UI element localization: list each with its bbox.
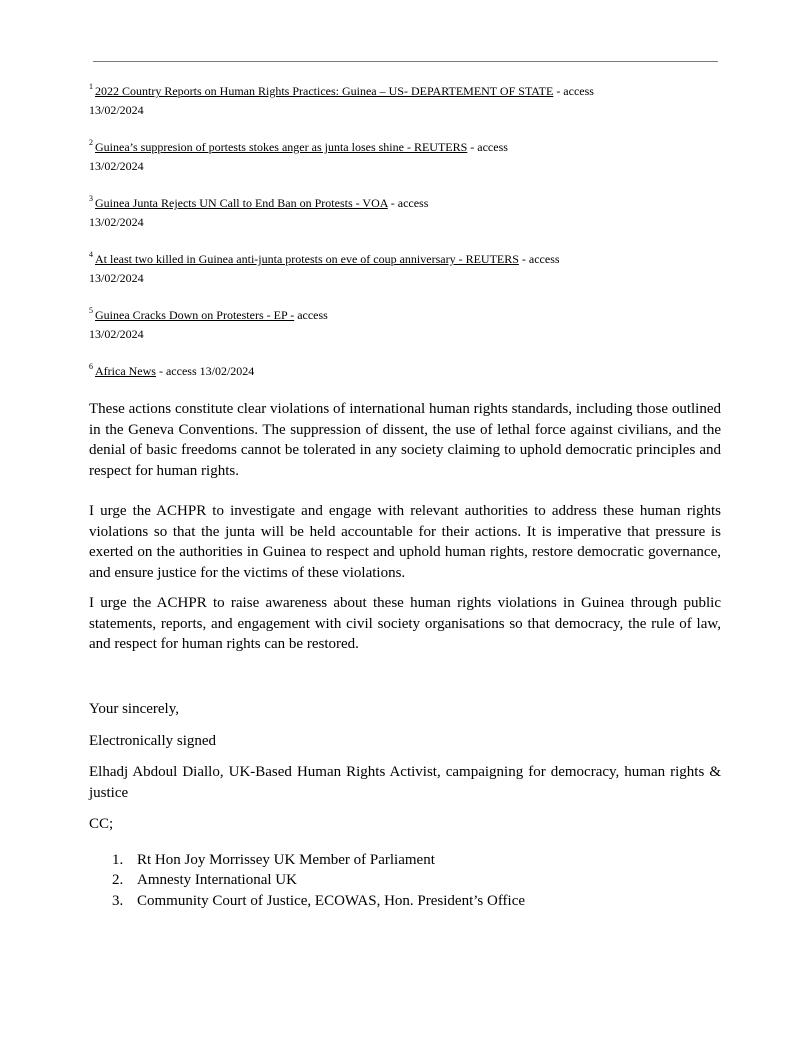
footnote-4 [89,250,729,288]
footnote-number: 1 [89,82,93,91]
footnote-link[interactable]: At least two killed in Guinea anti-junta protests on eve of coup anniversary - REUTERS [95,252,519,266]
footnote-date: 13/02/2024 [89,327,144,341]
body-paragraph-1: These actions constitute clear violations of international human rights standards, including those outlined in the Geneva Conventions. The suppression of dissent, the use of lethal force against civilians, and the denial of basic freedoms cannot be tolerated in any society claiming to uphold democratic principles and respect for human rights. [89,401,721,479]
list-number: 1. [112,851,124,868]
footnotes-section [89,82,729,381]
cc-label: CC; [89,816,114,832]
footnote-3 [89,194,729,232]
footnote-suffix: - access [387,196,429,210]
footnote-date: 13/02/2024 [89,159,144,173]
letter-body [89,399,721,655]
signature-note: Electronically signed [89,732,217,749]
footnote-link[interactable]: 2022 Country Reports on Human Rights Practices: Guinea – US- DEPARTEMENT OF STATE [95,84,554,98]
footnote-number: 3 [89,194,93,203]
footnote-6 [89,362,729,381]
salutation: Your sincerely, [89,701,179,717]
footnote-link[interactable]: Guinea’s suppresion of portests stokes anger as junta loses shine - REUTERS [95,140,468,154]
cc-list [89,850,721,912]
signatory: Elhadj Abdoul Diallo, UK-Based Human Rights Activist, campaigning for democracy, human rights & justice [89,764,721,801]
body-paragraph-2: I urge the ACHPR to investigate and engage with relevant authorities to address these human rights violations so that the junta will be held accountable for their actions. It is imperative that pressure is exerted on the authorities in Guinea to respect and uphold human rights, restore democratic governance, and ensure justice for the victims of these violations. [89,503,721,581]
footnote-date: 13/02/2024 [89,215,144,229]
footnote-suffix: - access [467,140,508,154]
footnote-date: 13/02/2024 [89,103,144,117]
footnote-number: 4 [89,250,93,259]
list-item [89,870,721,891]
footnote-number: 5 [89,306,93,315]
footnote-link[interactable]: Africa News [95,364,156,378]
footnote-number: 6 [89,362,93,371]
list-item [89,850,721,871]
list-text: Community Court of Justice, ECOWAS, Hon. President’s Office [137,892,526,909]
list-text: Amnesty International UK [137,872,297,888]
footnote-suffix: access [294,308,328,322]
footnote-2 [89,138,729,176]
footnote-suffix: - access 13/02/2024 [155,364,255,378]
list-item [89,891,721,912]
list-text: Rt Hon Joy Morrissey UK Member of Parliament [137,851,435,868]
footnote-number: 2 [89,138,93,147]
list-number: 2. [112,872,124,888]
footnote-5 [89,306,729,344]
footnote-suffix: - access [553,84,594,98]
body-paragraph-3: I urge the ACHPR to raise awareness about these human rights violations in Guinea through public statements, reports, and engagement with civil society organisations so that democracy, the rule of law, and respect for human rights can be restored. [89,595,721,652]
footnote-link[interactable]: Guinea Junta Rejects UN Call to End Ban on Protests - VOA [95,196,388,210]
footnote-separator [93,61,718,62]
footnote-date: 13/02/2024 [89,271,144,285]
footnote-suffix: - access [518,252,560,266]
letter-closing [89,699,721,911]
footnote-link[interactable]: Guinea Cracks Down on Protesters - EP - [95,308,295,322]
footnote-1 [89,82,729,120]
list-number: 3. [112,892,124,909]
